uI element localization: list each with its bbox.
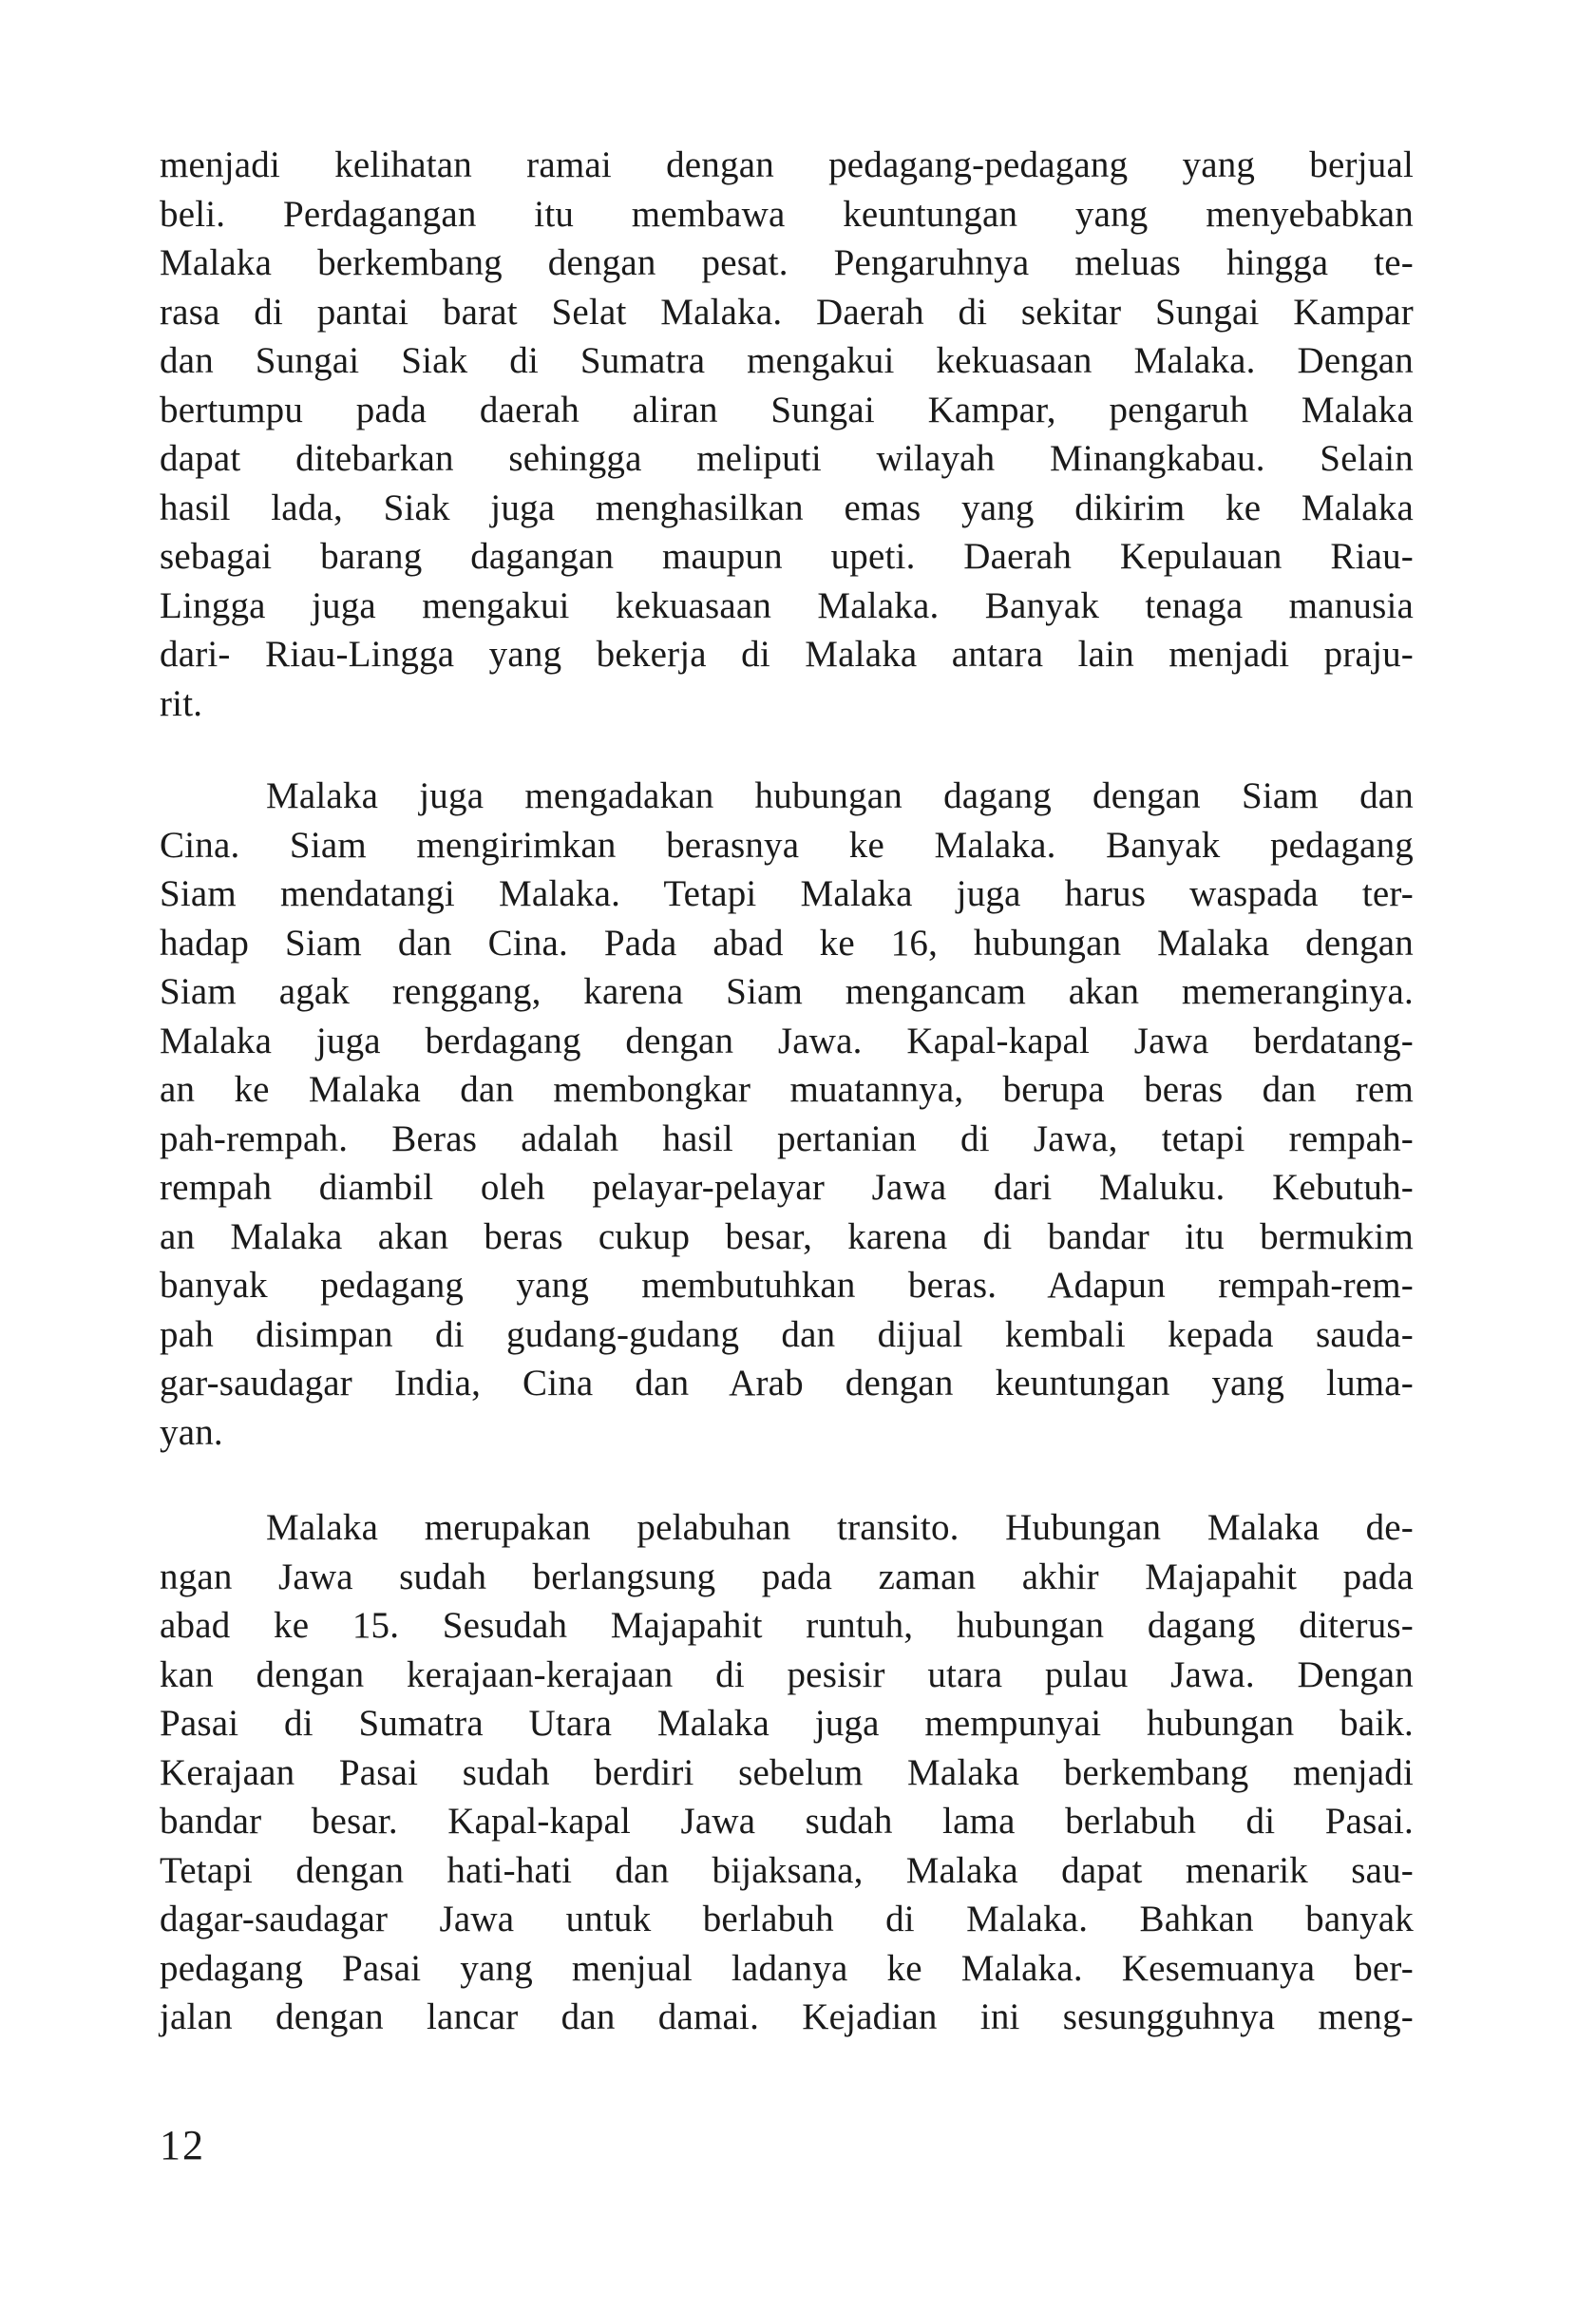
- text-line: dari- Riau-Lingga yang bekerja di Malaka antara lain menjadi praju-: [160, 634, 1414, 675]
- text-line: Malaka merupakan pelabuhan transito. Hubungan Malaka de-: [266, 1507, 1414, 1548]
- text-line: bertumpu pada daerah aliran Sungai Kampar, pengaruh Malaka: [160, 389, 1414, 430]
- paragraph-2: [160, 772, 1414, 1457]
- text-line: beli. Perdagangan itu membawa keuntungan yang menyebabkan: [160, 193, 1414, 235]
- text-line: menjadi kelihatan ramai dengan pedagang-pedagang yang berjual: [160, 144, 1414, 185]
- text-line: pah-rempah. Beras adalah hasil pertanian di Jawa, tetapi rempah-: [160, 1117, 1414, 1159]
- text-line: dan Sungai Siak di Sumatra mengakui kekuasaan Malaka. Dengan: [160, 340, 1414, 381]
- text-line: dagar-saudagar Jawa untuk berlabuh di Malaka. Bahkan banyak: [160, 1899, 1414, 1939]
- text-line: pedagang Pasai yang menjual ladanya ke Malaka. Kesemuanya ber-: [160, 1947, 1414, 1989]
- text-line: Siam mendatangi Malaka. Tetapi Malaka juga harus waspada ter-: [160, 873, 1414, 914]
- text-line: gar-saudagar India, Cina dan Arab dengan keuntungan yang luma-: [160, 1363, 1414, 1404]
- text-line: Malaka berkembang dengan pesat. Pengaruhnya meluas hingga te-: [160, 242, 1414, 283]
- text-line: Pasai di Sumatra Utara Malaka juga mempunyai hubungan baik.: [160, 1703, 1414, 1744]
- text-line: yan.: [160, 1411, 223, 1453]
- page-number: 12: [160, 2122, 205, 2168]
- text-line: abad ke 15. Sesudah Majapahit runtuh, hubungan dagang diterus-: [160, 1605, 1414, 1646]
- text-line: pah disimpan di gudang-gudang dan dijual kembali kepada sauda-: [160, 1313, 1414, 1355]
- text-line: Kerajaan Pasai sudah berdiri sebelum Malaka berkembang menjadi: [160, 1751, 1414, 1793]
- text-line: Cina. Siam mengirimkan berasnya ke Malaka. Banyak pedagang: [160, 824, 1414, 866]
- text-line: Malaka juga mengadakan hubungan dagang dengan Siam dan: [266, 775, 1414, 816]
- text-line: hadap Siam dan Cina. Pada abad ke 16, hubungan Malaka dengan: [160, 922, 1414, 964]
- paragraph-1: [160, 141, 1414, 728]
- text-line: banyak pedagang yang membutuhkan beras. Adapun rempah-rem-: [160, 1265, 1414, 1306]
- text-line: Siam agak renggang, karena Siam mengancam akan memeranginya.: [160, 971, 1414, 1012]
- text-line: rempah diambil oleh pelayar-pelayar Jawa dari Maluku. Kebutuh-: [160, 1167, 1414, 1208]
- text-line: ngan Jawa sudah berlangsung pada zaman akhir Majapahit pada: [160, 1556, 1414, 1597]
- text-line: Lingga juga mengakui kekuasaan Malaka. Banyak tenaga manusia: [160, 584, 1414, 626]
- text-line: rasa di pantai barat Selat Malaka. Daerah di sekitar Sungai Kampar: [160, 291, 1414, 333]
- text-line: an Malaka akan beras cukup besar, karena di bandar itu bermukim: [160, 1215, 1414, 1257]
- paragraph-3: [160, 1503, 1414, 2042]
- text-line: Malaka juga berdagang dengan Jawa. Kapal-kapal Jawa berdatang-: [160, 1020, 1414, 1061]
- text-line: kan dengan kerajaan-kerajaan di pesisir utara pulau Jawa. Dengan: [160, 1653, 1414, 1695]
- text-line: hasil lada, Siak juga menghasilkan emas yang dikirim ke Malaka: [160, 487, 1414, 528]
- text-line: rit.: [160, 682, 203, 724]
- text-line: jalan dengan lancar dan damai. Kejadian ini sesungguhnya meng-: [160, 1996, 1414, 2037]
- text-line: an ke Malaka dan membongkar muatannya, berupa beras dan rem: [160, 1069, 1414, 1110]
- text-line: Tetapi dengan hati-hati dan bijaksana, Malaka dapat menarik sau-: [160, 1849, 1414, 1891]
- text-line: sebagai barang dagangan maupun upeti. Daerah Kepulauan Riau-: [160, 536, 1414, 577]
- text-line: bandar besar. Kapal-kapal Jawa sudah lama berlabuh di Pasai.: [160, 1801, 1414, 1842]
- text-line: dapat ditebarkan sehingga meliputi wilayah Minangkabau. Selain: [160, 438, 1414, 479]
